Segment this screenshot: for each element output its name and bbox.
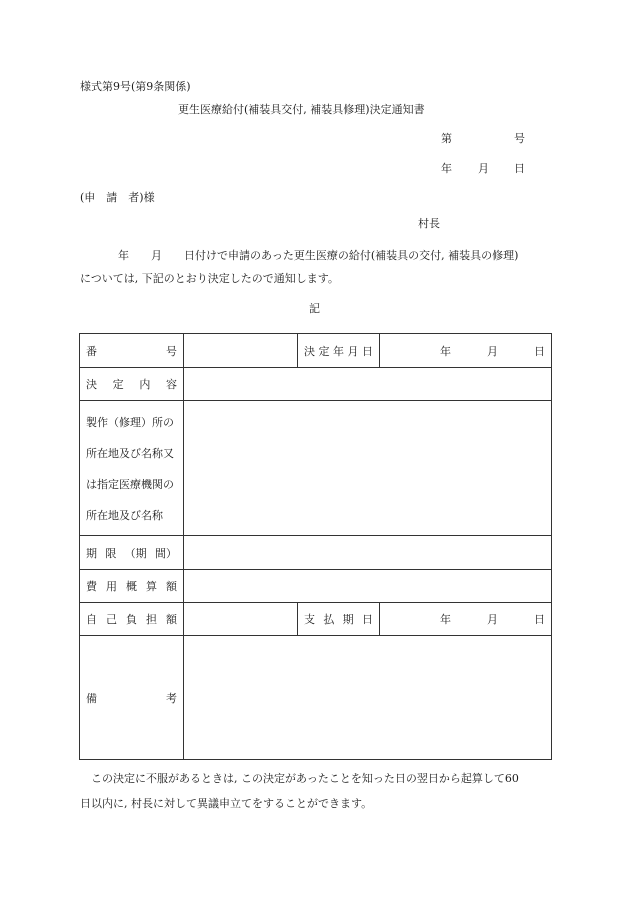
appeal-note-line-1: この決定に不服があるときは, この決定があったことを知った日の翌日から起算して60 — [91, 772, 519, 785]
label-char: 担 — [146, 613, 157, 626]
label-char: 期 — [342, 613, 354, 626]
label-char: 払 — [323, 613, 335, 626]
label-char: 間） — [154, 546, 177, 560]
table-row-content — [80, 368, 552, 401]
payment-date-value-cell[interactable] — [380, 603, 552, 636]
label-char: （期 — [124, 546, 147, 560]
label-char: 己 — [106, 613, 117, 626]
maker-label-line: 製作（修理）所の — [86, 416, 174, 429]
label-char: 費 — [86, 580, 97, 593]
date-month-unit: 月 — [487, 344, 498, 358]
period-value-cell[interactable] — [184, 536, 552, 570]
decision-date-value-cell[interactable] — [380, 334, 552, 368]
self-pay-label-cell — [80, 603, 184, 636]
label-char: 額 — [166, 580, 177, 593]
label-char: 概 — [126, 580, 137, 593]
cost-value-cell[interactable] — [184, 570, 552, 603]
content-value-cell[interactable] — [184, 368, 552, 401]
maker-label-cell — [80, 401, 184, 536]
decision-table — [79, 333, 552, 760]
label-char: 日 — [362, 344, 373, 358]
number-label-cell — [80, 334, 184, 368]
applicant-addressee: (申 請 者)様 — [80, 191, 155, 204]
body-text-line-1: 年 月 日付けで申請のあった更生医療の給付(補装具の交付, 補装具の修理) — [118, 249, 519, 262]
date-month-unit: 月 — [487, 613, 498, 626]
doc-number-suffix: 号 — [514, 132, 525, 145]
label-char: 限 — [105, 546, 117, 560]
table-row-remarks — [80, 636, 552, 760]
issue-date-year: 年 — [441, 162, 452, 175]
label-char: 内 — [139, 378, 151, 391]
period-label-cell — [80, 536, 184, 570]
label-char: 額 — [166, 613, 177, 626]
label-char: 負 — [126, 613, 137, 626]
label-char: 年 — [333, 344, 344, 358]
form-number-label: 様式第9号(第9条関係) — [80, 80, 191, 93]
content-label-cell — [80, 368, 184, 401]
maker-label-line: 所在地及び名称又 — [86, 447, 174, 460]
date-day-unit: 日 — [534, 344, 545, 358]
label-char: 期 — [86, 546, 97, 560]
issuer-mayor: 村長 — [418, 217, 440, 230]
maker-value-cell[interactable] — [184, 401, 552, 536]
document-title: 更生医療給付(補装具交付, 補装具修理)決定通知書 — [178, 103, 425, 116]
payment-date-label-cell — [298, 603, 380, 636]
label-char: 定 — [112, 378, 124, 391]
remarks-value-cell[interactable] — [184, 636, 552, 760]
body-text-line-2: については, 下記のとおり決定したので通知します。 — [80, 272, 339, 285]
label-char: 自 — [86, 613, 97, 626]
appeal-note-line-2: 日以内に, 村長に対して異議申立てをすることができます。 — [80, 797, 373, 810]
table-row-period — [80, 536, 552, 570]
self-pay-value-cell[interactable] — [184, 603, 298, 636]
maker-label-line: 所在地及び名称 — [86, 509, 163, 522]
label-char: 備 — [86, 691, 97, 705]
label-char: 月 — [347, 344, 359, 358]
issue-date-day: 日 — [514, 162, 525, 175]
label-char: 決 — [86, 378, 97, 391]
table-row-self-pay — [80, 603, 552, 636]
remarks-label-cell — [80, 636, 184, 760]
number-value-cell[interactable] — [184, 334, 298, 368]
label-char: 用 — [106, 580, 117, 593]
label-char: 日 — [361, 613, 373, 626]
label-char: 番 — [86, 344, 97, 358]
label-char: 決 — [304, 344, 315, 358]
table-row-maker — [80, 401, 552, 536]
decision-date-label-cell — [298, 334, 380, 368]
doc-number-prefix: 第 — [441, 132, 452, 145]
label-char: 容 — [165, 378, 177, 391]
date-year-unit: 年 — [440, 344, 451, 358]
date-day-unit: 日 — [534, 613, 545, 626]
label-char: 考 — [166, 691, 177, 705]
cost-label-cell — [80, 570, 184, 603]
issue-date-month: 月 — [478, 162, 489, 175]
date-year-unit: 年 — [440, 613, 451, 626]
label-char: 号 — [166, 344, 177, 358]
ki-heading: 記 — [309, 302, 320, 315]
table-row-cost — [80, 570, 552, 603]
label-char: 定 — [318, 344, 330, 358]
label-char: 支 — [304, 613, 315, 626]
table-row-number — [80, 334, 552, 368]
maker-label-line: は指定医療機関の — [86, 478, 174, 491]
label-char: 算 — [146, 580, 157, 593]
